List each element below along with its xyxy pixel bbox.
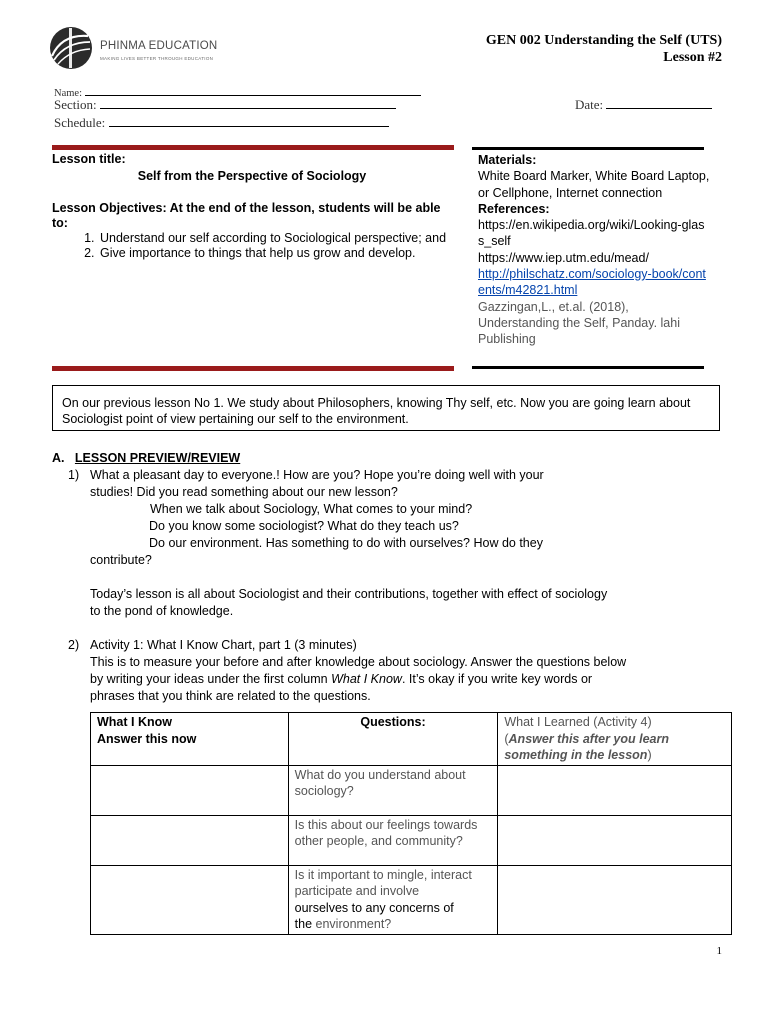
activity1-title: Activity 1: What I Know Chart, part 1 (3 minutes)	[90, 638, 357, 652]
objectives-list	[52, 231, 452, 261]
objective-item: 1. Understand our self according to Sociological perspective; and	[98, 231, 452, 246]
item1-line1: What a pleasant day to everyone.! How are you? Hope you’re doing well with your	[90, 468, 544, 482]
col-what-i-learned: What I Learned (Activity 4) (Answer this after you learn something in the lesson)	[498, 713, 732, 766]
lesson-number: Lesson #2	[663, 50, 722, 65]
table-header-row	[91, 713, 732, 766]
reference-philschatz-link[interactable]: http://philschatz.com/sociology-book/contents/m42821.html	[478, 267, 706, 298]
top-divider-red	[52, 145, 454, 150]
question-cell: Is it important to mingle, interact participate and involve ourselves to any concerns of the environment?	[288, 865, 498, 934]
course-title: GEN 002 Understanding the Self (UTS)	[485, 33, 722, 48]
section-label: Section:	[54, 97, 97, 112]
table-row	[91, 865, 732, 934]
todays-lesson: Today’s lesson is all about Sociologist and their contributions, together with effect of sociology to the pond of knowledge.	[90, 587, 608, 618]
date-line[interactable]	[606, 96, 712, 109]
materials-text: White Board Marker, White Board Laptop, or Cellphone, Internet connection	[478, 169, 710, 200]
section-a	[52, 450, 732, 705]
lesson-title-label: Lesson title:	[52, 152, 126, 166]
answer-know-cell[interactable]	[91, 865, 289, 934]
lesson-info	[52, 152, 452, 261]
col-what-i-know: What I Know Answer this now	[91, 713, 289, 766]
answer-learned-cell[interactable]	[498, 815, 732, 865]
reference-iep: https://www.iep.utm.edu/mead/	[478, 250, 649, 265]
section-a-heading	[52, 450, 732, 467]
answer-learned-cell[interactable]	[498, 765, 732, 815]
name-label: Name:	[54, 88, 82, 99]
schedule-line[interactable]	[109, 114, 389, 127]
question-cell: Is this about our feelings towards other people, and community?	[288, 815, 498, 865]
materials-label: Materials:	[478, 153, 537, 167]
answer-learned-cell[interactable]	[498, 865, 732, 934]
item-number: 1)	[68, 468, 80, 482]
item1-question3-cont: contribute?	[90, 553, 152, 567]
section-field	[54, 96, 396, 113]
intro-box: On our previous lesson No 1. We study about Philosophers, knowing Thy self, etc. Now you are going learn about Sociologist point of view pertaining our self to the environment.	[52, 385, 720, 431]
top-divider-black	[472, 147, 704, 150]
schedule-field	[54, 114, 389, 131]
question-cell: What do you understand about sociology?	[288, 765, 498, 815]
activity1-instructions: This is to measure your before and after knowledge about sociology. Answer the questions below by writing your ideas under the first column What I Know. It’s okay if you write key words or phrases that you think are related to the questions.	[90, 655, 627, 703]
phinma-logo	[48, 26, 238, 70]
brand-tagline: MAKING LIVES BETTER THROUGH EDUCATION	[100, 56, 214, 61]
references-label: References:	[478, 201, 550, 216]
table-row	[91, 765, 732, 815]
phinma-emblem-icon	[48, 26, 94, 70]
item1-question1: When we talk about Sociology, What comes to your mind?	[150, 502, 473, 516]
section-a-title: LESSON PREVIEW/REVIEW	[74, 451, 241, 465]
date-field	[575, 96, 712, 113]
answer-know-cell[interactable]	[91, 815, 289, 865]
preview-item-2	[52, 637, 732, 705]
what-i-know-chart	[90, 712, 732, 935]
col-questions: Questions:	[288, 713, 498, 766]
objective-item: 2. Give importance to things that help us grow and develop.	[98, 246, 452, 261]
materials-info	[478, 152, 710, 348]
name-line[interactable]	[85, 83, 421, 96]
item1-question3: Do our environment. Has something to do with ourselves? How do they	[149, 536, 543, 550]
bottom-divider-black	[472, 366, 704, 369]
course-header	[486, 32, 722, 66]
item1-line2: studies! Did you read something about our new lesson?	[90, 485, 398, 499]
section-a-letter: A.	[52, 451, 65, 465]
date-label: Date:	[575, 97, 604, 112]
preview-item-1	[52, 467, 732, 620]
table-row	[91, 815, 732, 865]
answer-know-cell[interactable]	[91, 765, 289, 815]
bottom-divider-red	[52, 366, 454, 371]
item1-question2: Do you know some sociologist? What do they teach us?	[149, 519, 459, 533]
reference-wikipedia: https://en.wikipedia.org/wiki/Looking-glass_self	[478, 218, 705, 249]
lesson-title: Self from the Perspective of Sociology	[137, 169, 367, 183]
item-number: 2)	[68, 638, 80, 652]
brand-name: PHINMA EDUCATION	[100, 40, 218, 52]
schedule-label: Schedule:	[54, 115, 106, 130]
page-number: 1	[716, 945, 722, 957]
objectives-label: Lesson Objectives: At the end of the lesson, students will be able to:	[52, 201, 441, 230]
reference-book: Gazzingan,L., et.al. (2018), Understanding the Self, Panday. lahi Publishing	[478, 299, 680, 347]
section-line[interactable]	[100, 96, 396, 109]
